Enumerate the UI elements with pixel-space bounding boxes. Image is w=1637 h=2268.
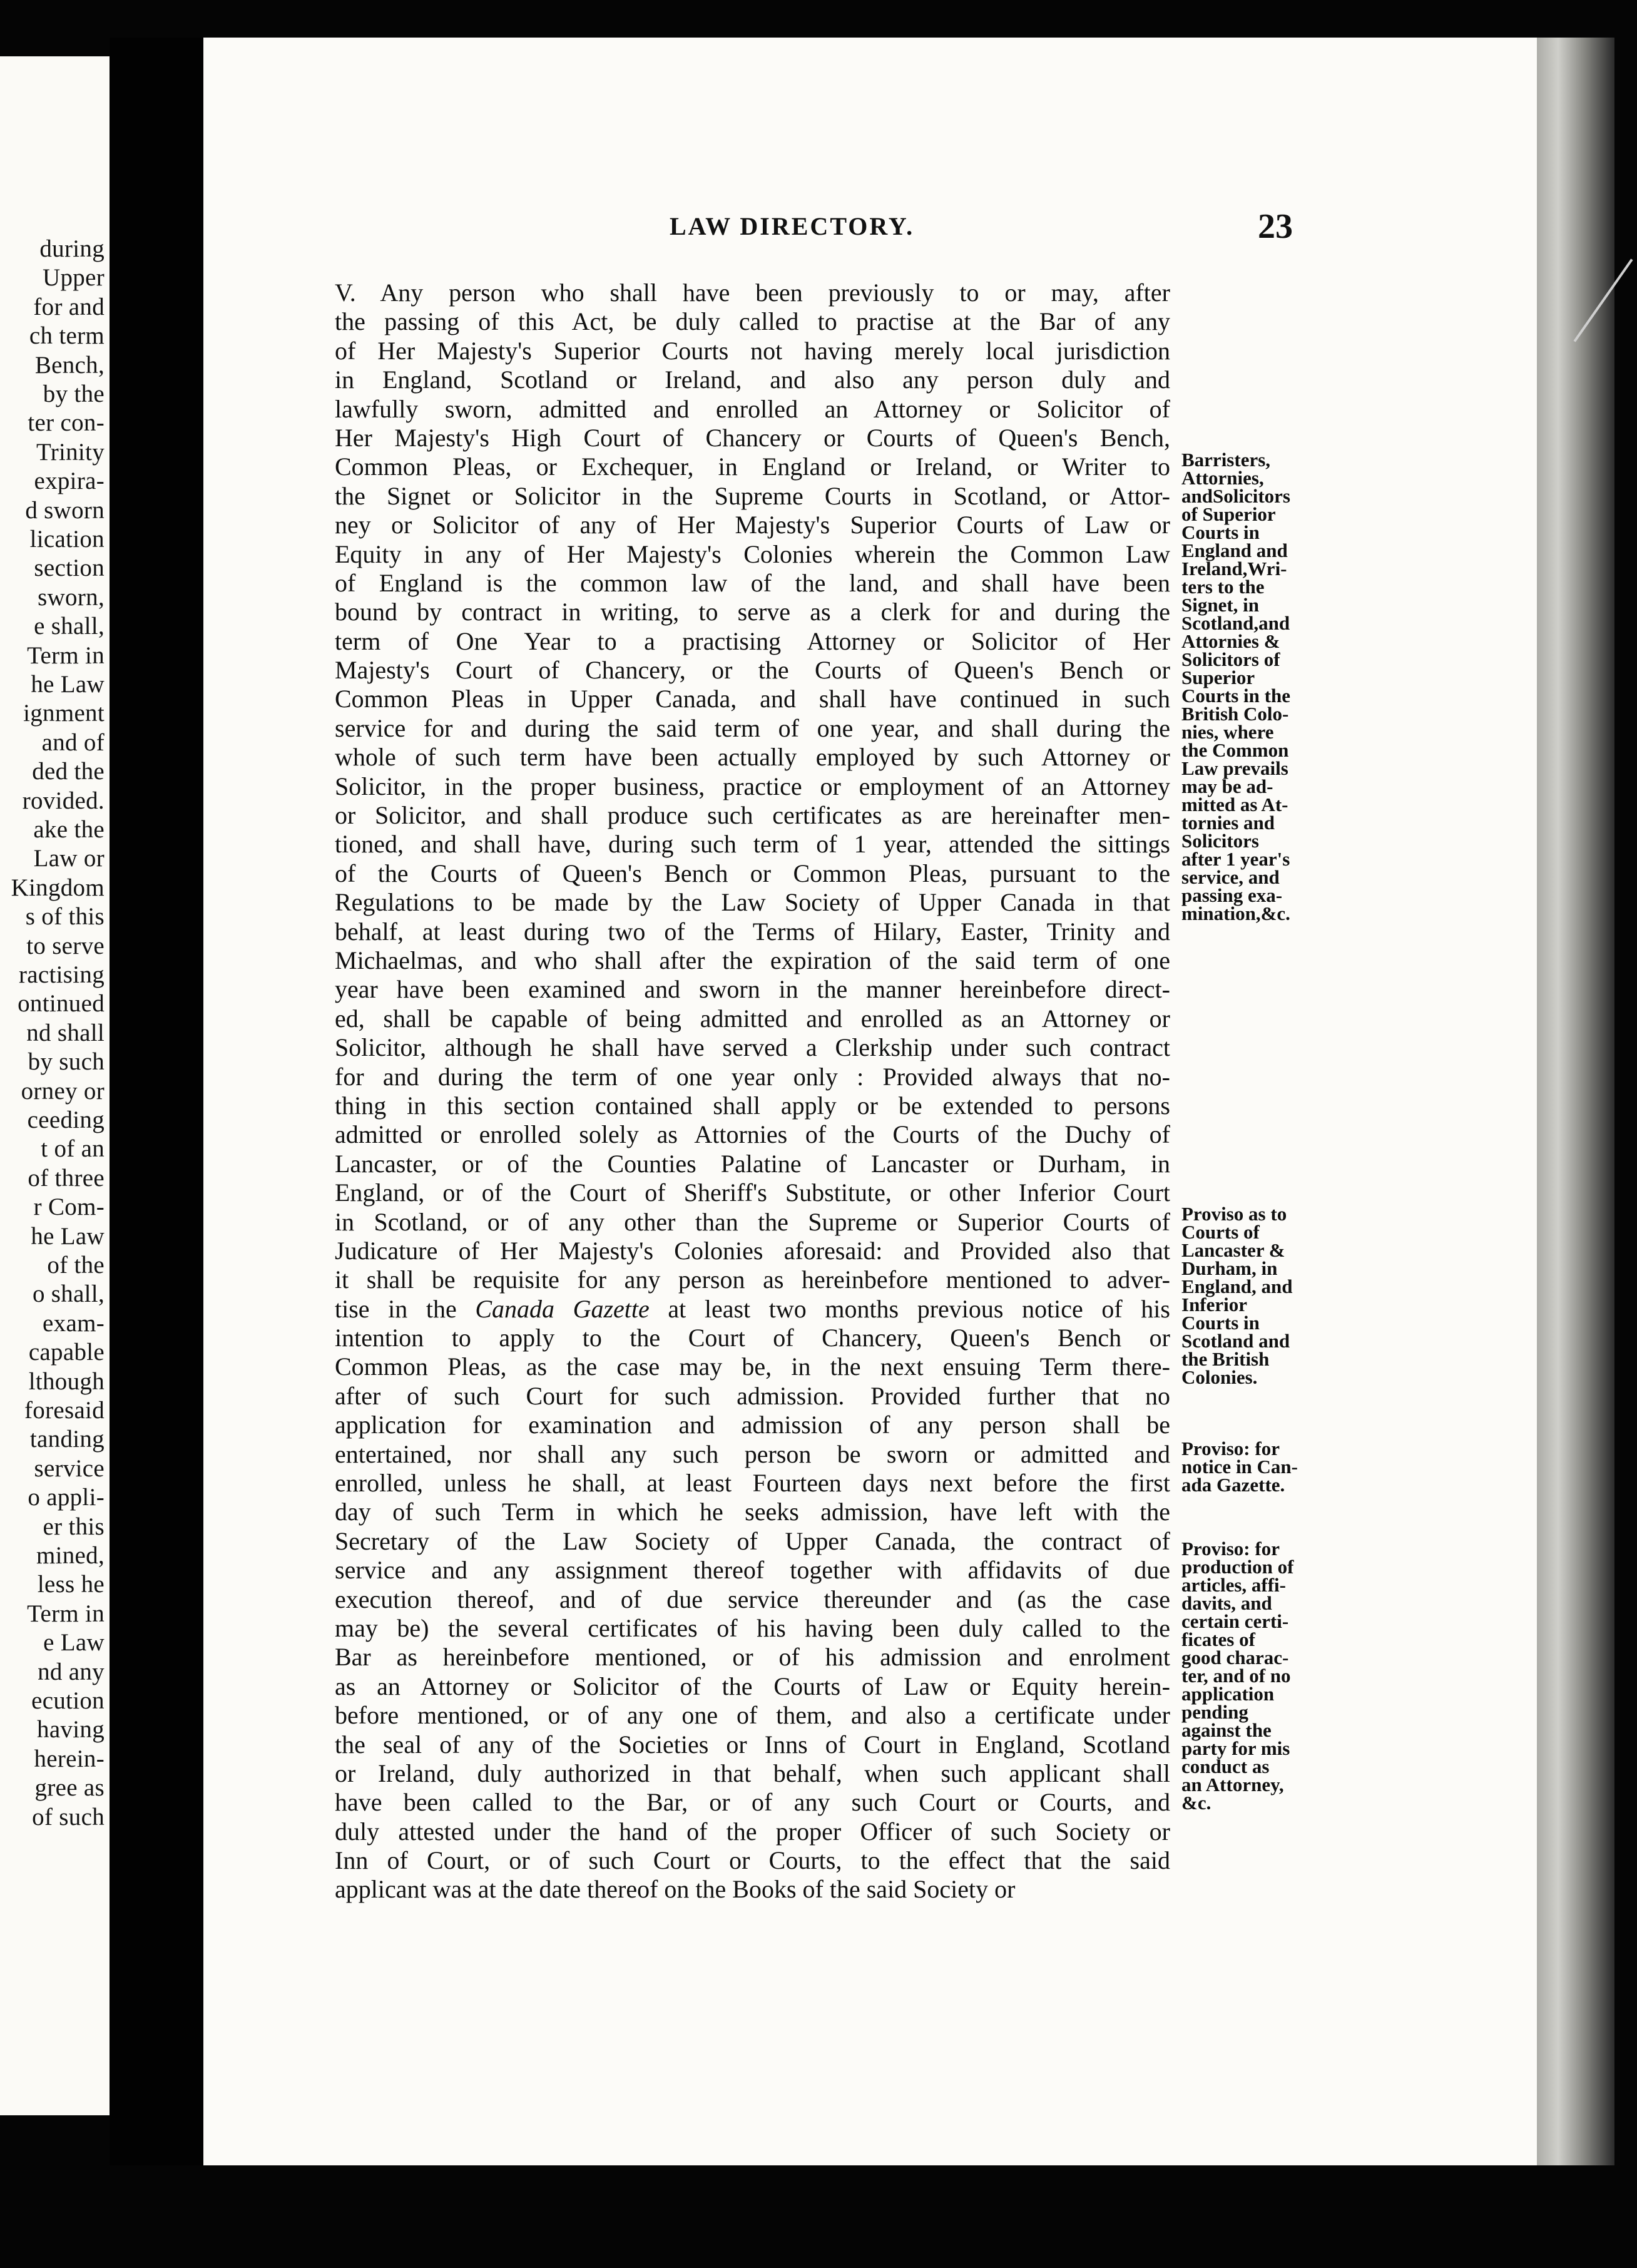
margin-note-line: ada Gazette. — [1181, 1474, 1285, 1496]
margin-note-line: Courts in — [1181, 1312, 1260, 1334]
facing-page-line: Law or — [33, 845, 105, 872]
text-line: it shall be requisite for any person as hereinbefore mentioned to adver- — [335, 1265, 1170, 1294]
facing-page-line: s of this — [25, 903, 105, 931]
text-line: of Her Majesty's Superior Courts not having merely local jurisdiction — [335, 336, 1170, 365]
text-line: before mentioned, or of any one of them, and also a certificate under — [335, 1701, 1170, 1730]
facing-page-fragment — [0, 56, 110, 2115]
margin-note-line: notice in Can- — [1181, 1456, 1298, 1478]
facing-page-line: tanding — [29, 1426, 105, 1453]
facing-page-line: Trinity — [36, 438, 105, 466]
margin-note-line: application — [1181, 1683, 1275, 1705]
facing-page-line: nd shall — [26, 1019, 105, 1046]
margin-note-line: pending — [1181, 1701, 1248, 1723]
text-line: the Signet or Solicitor in the Supreme Courts in Scotland, or Attor- — [335, 481, 1170, 510]
facing-page-line: foresaid — [24, 1397, 105, 1424]
margin-note-line: ficates of — [1181, 1628, 1255, 1650]
margin-note-line: Solicitors — [1181, 830, 1259, 852]
text-line: after of such Court for such admission. Provided further that no — [335, 1381, 1170, 1410]
text-line: term of One Year to a practising Attorney or Solicitor of Her — [335, 626, 1170, 655]
text-line: ney or Solicitor of any of Her Majesty's Superior Courts of Law or — [335, 511, 1170, 539]
text-line: or Ireland, duly authorized in that behalf, when such applicant shall — [335, 1759, 1170, 1787]
margin-note-line: mitted as At- — [1181, 794, 1288, 815]
text-line: the seal of any of the Societies or Inns of Court in England, Scotland — [335, 1730, 1170, 1759]
text-line: service and any assignment thereof together with affidavits of due — [335, 1556, 1170, 1585]
margin-note-line: Courts in the — [1181, 685, 1290, 707]
margin-note-line: Barristers, — [1181, 449, 1271, 471]
text-line: tise in the Canada Gazette at least two months previous notice of his — [335, 1294, 1170, 1323]
facing-page-line: for and — [33, 293, 105, 320]
facing-page-line: sworn, — [38, 583, 105, 611]
text-line: Majesty's Court of Chancery, or the Courts of Queen's Bench or — [335, 656, 1170, 685]
text-line: Solicitor, in the proper business, practice or employment of an Attorney — [335, 772, 1170, 800]
text-line: Secretary of the Law Society of Upper Canada, the contract of — [335, 1526, 1170, 1555]
margin-note-line: davits, and — [1181, 1592, 1272, 1614]
text-line: the passing of this Act, be duly called to practise at the Bar of any — [335, 307, 1170, 336]
margin-note-line: Proviso as to — [1181, 1203, 1287, 1225]
facing-page-line: of three — [28, 1164, 105, 1192]
facing-page-line: ontinued — [18, 990, 105, 1018]
facing-page-line: lication — [29, 526, 105, 553]
text-line: Common Pleas, as the case may be, in the next ensuing Term there- — [335, 1352, 1170, 1381]
facing-page-line: ignment — [23, 700, 105, 727]
facing-page-line: Kingdom — [11, 874, 105, 901]
text-line: Common Pleas in Upper Canada, and shall have continued in such — [335, 685, 1170, 713]
margin-note-line: the British — [1181, 1348, 1270, 1370]
margin-note-line: Law prevails — [1181, 757, 1288, 779]
margin-note-line: England and — [1181, 539, 1288, 561]
facing-page-line: by such — [28, 1048, 105, 1076]
facing-page-line: of the — [47, 1252, 105, 1279]
facing-page-line: ake the — [33, 816, 105, 843]
text-line: tioned, and shall have, during such term of 1 year, attended the sittings — [335, 830, 1170, 859]
margin-note-barristers — [1181, 451, 1313, 922]
text-line: duly attested under the hand of the proper Officer of such Society or — [335, 1817, 1170, 1846]
facing-page-line: o appli- — [28, 1484, 105, 1511]
facing-page-line: e Law — [43, 1629, 105, 1657]
margin-note-line: Durham, in — [1181, 1257, 1278, 1279]
margin-note-line: ter, and of no — [1181, 1665, 1291, 1687]
margin-note-line: ters to the — [1181, 576, 1265, 598]
text-line: or Solicitor, and shall produce such certificates as are hereinafter men- — [335, 801, 1170, 830]
page-number: 23 — [1258, 207, 1293, 246]
margin-note-line: Courts in — [1181, 521, 1260, 543]
text-line: lawfully sworn, admitted and enrolled an Attorney or Solicitor of — [335, 394, 1170, 423]
facing-page-line: d sworn — [25, 496, 105, 524]
text-line: applicant was at the date thereof on the Books of the said Society or — [335, 1875, 1016, 1904]
text-line: ed, shall be capable of being admitted and enrolled as an Attorney or — [335, 1004, 1170, 1033]
margin-note-line: Courts of — [1181, 1221, 1260, 1243]
text-line: Her Majesty's High Court of Chancery or Courts of Queen's Bench, — [335, 423, 1170, 452]
margin-note-line: Attornies & — [1181, 630, 1280, 652]
text-line: England, or of the Court of Sheriff's Substitute, or other Inferior Court — [335, 1178, 1170, 1207]
margin-note-line: certain certi- — [1181, 1610, 1289, 1632]
text-line: Judicature of Her Majesty's Colonies aforesaid: and Provided also that — [335, 1236, 1170, 1265]
margin-note-line: an Attorney, — [1181, 1774, 1284, 1796]
margin-note-line: andSolicitors — [1181, 485, 1290, 507]
text-line: Lancaster, or of the Counties Palatine of Lancaster or Durham, in — [335, 1149, 1170, 1178]
book-gutter — [110, 38, 203, 2165]
running-header: LAW DIRECTORY. — [670, 212, 915, 240]
text-line: Regulations to be made by the Law Society of Upper Canada in that — [335, 888, 1170, 917]
text-line: of the Courts of Queen's Bench or Common Pleas, pursuant to the — [335, 859, 1170, 887]
margin-note-line: Attornies, — [1181, 467, 1264, 489]
margin-note-line: Inferior — [1181, 1294, 1248, 1315]
margin-note-line: mination,&c. — [1181, 902, 1290, 924]
facing-page-line: mined, — [36, 1542, 105, 1569]
margin-note-line: Signet, in — [1181, 594, 1260, 616]
facing-page-line: er this — [43, 1513, 105, 1540]
facing-page-line: ceeding — [27, 1106, 105, 1133]
facing-page-line: t of an — [41, 1135, 105, 1163]
facing-page-line: and of — [41, 728, 105, 756]
text-line: whole of such term have been actually employed by such Attorney or — [335, 743, 1170, 772]
facing-page-line: Upper — [43, 264, 105, 292]
facing-page-line: r Com- — [33, 1193, 105, 1221]
margin-note-line: tornies and — [1181, 812, 1275, 834]
facing-page-line: he Law — [31, 1222, 105, 1250]
text-line: year have been examined and sworn in the manner hereinbefore direct- — [335, 975, 1170, 1004]
facing-page-line: section — [34, 554, 105, 582]
section-v-text — [335, 278, 1170, 1904]
margin-note-line: Lancaster & — [1181, 1239, 1285, 1261]
text-line: day of such Term in which he seeks admission, have left with the — [335, 1498, 1170, 1526]
margin-note-line: production of — [1181, 1556, 1294, 1578]
margin-note-line: Proviso: for — [1181, 1438, 1280, 1459]
margin-note-line: Solicitors of — [1181, 648, 1280, 670]
text-line: in Scotland, or of any other than the Supreme or Superior Courts of — [335, 1207, 1170, 1236]
text-line: entertained, nor shall any such person be sworn or admitted and — [335, 1439, 1170, 1468]
facing-page-line: lthough — [28, 1367, 105, 1395]
facing-page-line: nd any — [38, 1658, 105, 1685]
text-line: Common Pleas, or Exchequer, in England or Ireland, or Writer to — [335, 452, 1170, 481]
text-line: Michaelmas, and who shall after the expiration of the said term of one — [335, 946, 1170, 974]
facing-page-line: Bench, — [34, 351, 105, 379]
facing-page-line: rovided. — [22, 787, 105, 814]
text-line: execution thereof, and of due service thereunder and (as the case — [335, 1585, 1170, 1613]
text-line: application for examination and admission of any person shall be — [335, 1411, 1170, 1439]
margin-note-line: Ireland,Wri- — [1181, 558, 1287, 580]
facing-page-line: to serve — [26, 932, 105, 959]
facing-page-line: he Law — [31, 671, 105, 698]
facing-page-line: of such — [32, 1803, 105, 1831]
margin-note-line: England, and — [1181, 1275, 1293, 1297]
facing-page-line: capable — [28, 1339, 105, 1366]
facing-page-line: Term in — [27, 1600, 105, 1627]
facing-page-line: expira- — [34, 467, 105, 495]
margin-note-line: nies, where — [1181, 721, 1274, 743]
text-line: of England is the common law of the land, and shall have been — [335, 568, 1170, 597]
margin-note-proviso-courts — [1181, 1205, 1313, 1386]
facing-page-line: orney or — [21, 1077, 105, 1105]
facing-page-line: less he — [37, 1571, 105, 1598]
margin-note-line: passing exa- — [1181, 884, 1283, 906]
text-line: for and during the term of one year only : Provided always that no- — [335, 1062, 1170, 1091]
margin-note-line: British Colo- — [1181, 703, 1289, 725]
margin-note-proviso-gazette — [1181, 1439, 1313, 1494]
facing-page-line: gree as — [34, 1774, 105, 1802]
text-line: admitted or enrolled solely as Attornies of the Courts of the Duchy of — [335, 1120, 1170, 1149]
facing-page-line: ter con- — [28, 409, 105, 437]
text-line: Equity in any of Her Majesty's Colonies wherein the Common Law — [335, 539, 1170, 568]
facing-page-line: ractising — [19, 961, 105, 988]
margin-note-line: Colonies. — [1181, 1366, 1258, 1388]
facing-page-line: ch term — [29, 322, 105, 350]
margin-note-line: after 1 year's — [1181, 848, 1290, 870]
facing-page-line: service — [34, 1454, 105, 1482]
text-line: enrolled, unless he shall, at least Fourteen days next before the first — [335, 1469, 1170, 1498]
facing-page-line: herein- — [34, 1745, 105, 1772]
text-line: thing in this section contained shall apply or be extended to persons — [335, 1091, 1170, 1120]
text-line: intention to apply to the Court of Chancery, Queen's Bench or — [335, 1324, 1170, 1352]
margin-note-line: the Common — [1181, 739, 1289, 761]
text-line: bound by contract in writing, to serve as a clerk for and during the — [335, 598, 1170, 626]
margin-note-proviso-production — [1181, 1540, 1313, 1812]
facing-page-line: ded the — [32, 758, 105, 785]
facing-page-line: Term in — [27, 641, 105, 669]
text-line: V. Any person who shall have been previously to or may, after — [335, 278, 1170, 307]
text-line: Inn of Court, or of such Court or Courts, to the effect that the said — [335, 1846, 1170, 1875]
text-line: in England, Scotland or Ireland, and also any person duly and — [335, 365, 1170, 394]
margin-note-line: Scotland and — [1181, 1330, 1290, 1352]
facing-page-line: during — [39, 235, 105, 262]
facing-page-line: o shall, — [32, 1280, 105, 1308]
facing-page-line: e shall, — [34, 613, 105, 640]
margin-note-line: may be ad- — [1181, 775, 1273, 797]
margin-note-line: Proviso: for — [1181, 1538, 1280, 1560]
text-line: as an Attorney or Solicitor of the Courts of Law or Equity herein- — [335, 1672, 1170, 1700]
facing-page-line: by the — [43, 381, 105, 407]
facing-page-line: exam- — [43, 1309, 105, 1337]
text-line: may be) the several certificates of his having been duly called to the — [335, 1613, 1170, 1642]
text-line: have been called to the Bar, or of any such Court or Courts, and — [335, 1788, 1170, 1817]
margin-note-line: against the — [1181, 1719, 1272, 1741]
margin-note-line: good charac- — [1181, 1647, 1289, 1668]
text-line: Solicitor, although he shall have served a Clerkship under such contract — [335, 1033, 1170, 1062]
text-line: Bar as hereinbefore mentioned, or of his admission and enrolment — [335, 1643, 1170, 1672]
margin-note-line: of Superior — [1181, 503, 1276, 525]
margin-note-line: articles, affi- — [1181, 1574, 1286, 1596]
text-line: behalf, at least during two of the Terms of Hilary, Easter, Trinity and — [335, 917, 1170, 946]
facing-page-line: having — [37, 1716, 105, 1744]
facing-page-line: ecution — [31, 1687, 105, 1714]
margin-note-line: service, and — [1181, 866, 1280, 888]
margin-note-line: Superior — [1181, 667, 1255, 688]
text-line: service for and during the said term of one year, and shall during the — [335, 713, 1170, 742]
margin-note-line: Scotland,and — [1181, 612, 1290, 634]
margin-note-line: &c. — [1181, 1792, 1211, 1814]
margin-note-line: party for mis — [1181, 1737, 1290, 1759]
margin-note-line: conduct as — [1181, 1755, 1270, 1777]
